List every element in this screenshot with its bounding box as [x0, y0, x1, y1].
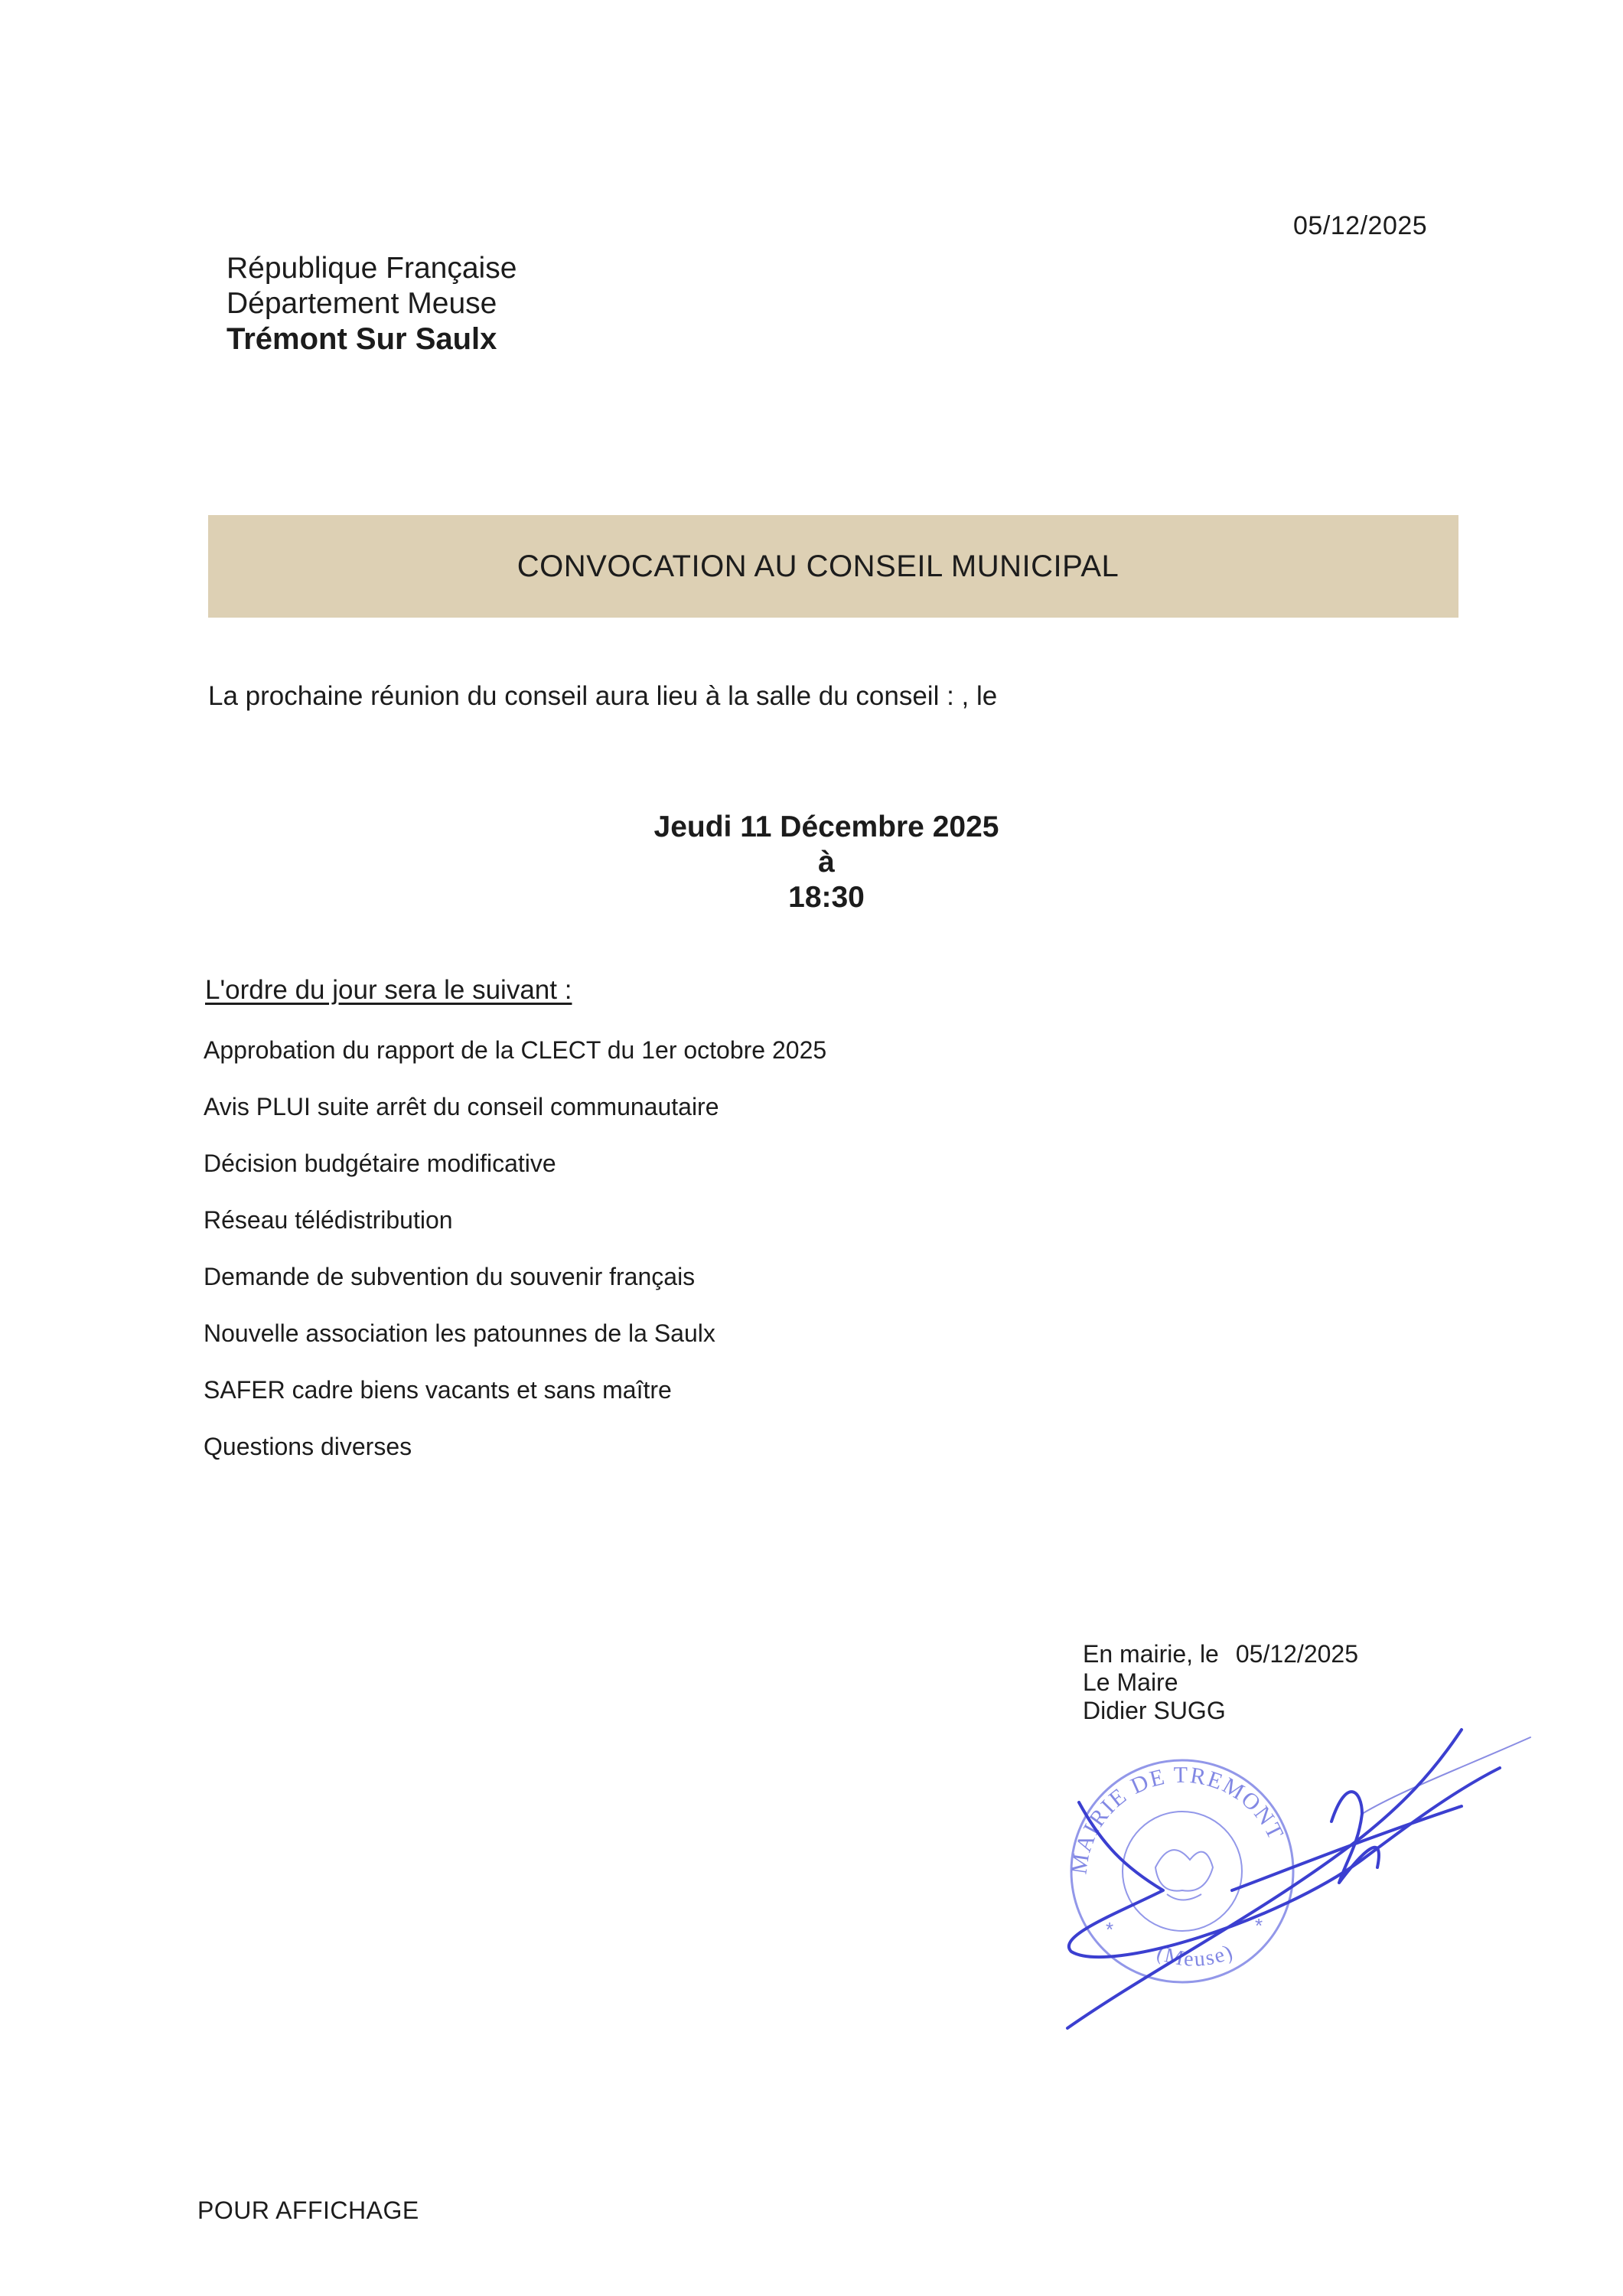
agenda-heading: L'ordre du jour sera le suivant : — [205, 975, 572, 1005]
svg-text:*: * — [1106, 1918, 1114, 1941]
agenda-list — [204, 1036, 826, 1489]
letterhead — [227, 251, 517, 357]
signature-name: Didier SUGG — [1083, 1697, 1226, 1724]
signature-place-line — [1083, 1640, 1358, 1668]
agenda-item: Nouvelle association les patounnes de la Saulx — [204, 1319, 715, 1347]
agenda-item: Réseau télédistribution — [204, 1206, 453, 1234]
signature-block — [1083, 1640, 1358, 1725]
signature-date: 05/12/2025 — [1235, 1640, 1358, 1668]
document-title: CONVOCATION AU CONSEIL MUNICIPAL — [517, 549, 1119, 583]
meeting-date: Jeudi 11 Décembre 2025 — [653, 810, 999, 843]
meeting-connector: à — [818, 846, 835, 879]
mayor-stamp-and-signature — [1002, 1714, 1538, 2051]
svg-text:MAIRIE DE TREMONT: MAIRIE DE TREMONT — [1066, 1762, 1289, 1877]
signature-place: En mairie, le — [1083, 1640, 1219, 1668]
svg-text:(Meuse): (Meuse) — [1153, 1939, 1237, 1971]
agenda-item: Approbation du rapport de la CLECT du 1er octobre 2025 — [204, 1036, 827, 1064]
agenda-item: SAFER cadre biens vacants et sans maître — [204, 1376, 672, 1404]
signature-role: Le Maire — [1083, 1668, 1178, 1696]
meeting-time: 18:30 — [788, 881, 865, 914]
town-name: Trémont Sur Saulx — [227, 322, 497, 356]
agenda-item: Demande de subvention du souvenir français — [204, 1263, 696, 1290]
document-date: 05/12/2025 — [1293, 211, 1428, 240]
agenda-item: Avis PLUI suite arrêt du conseil communautaire — [204, 1093, 719, 1120]
agenda-item: Questions diverses — [204, 1433, 412, 1460]
agenda-item: Décision budgétaire modificative — [204, 1150, 556, 1177]
posting-notice: POUR AFFICHAGE — [197, 2197, 419, 2224]
republic-label: République Française — [227, 252, 517, 285]
title-banner — [208, 515, 1458, 618]
svg-text:*: * — [1255, 1914, 1263, 1937]
stamp-icon — [1066, 1760, 1293, 1982]
meeting-datetime — [582, 810, 1071, 915]
intro-text: La prochaine réunion du conseil aura lieu à la salle du conseil : , le — [208, 681, 998, 711]
department-label: Département Meuse — [227, 287, 497, 320]
